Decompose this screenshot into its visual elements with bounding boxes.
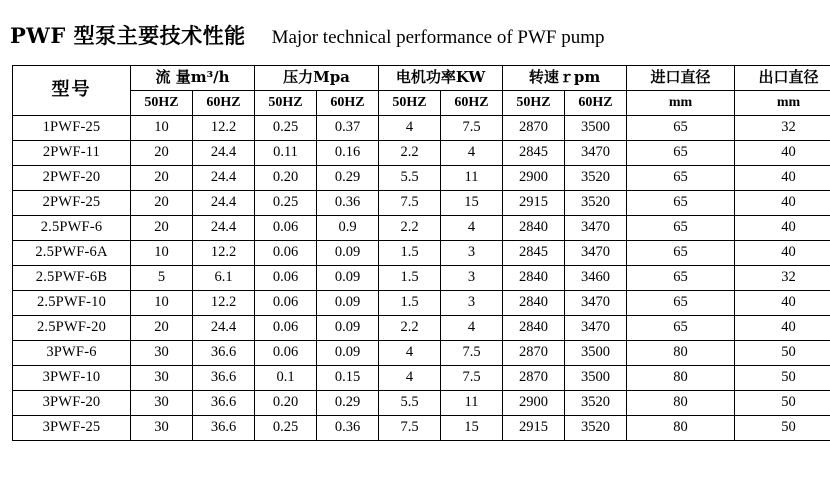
cell-flow-50hz: 20 [131,141,193,166]
table-row [13,316,830,341]
cell-flow-50hz: 20 [131,166,193,191]
cell-speed-50hz: 2845 [503,241,565,266]
cell-inlet-diameter: 65 [627,116,735,141]
cell-speed-50hz: 2840 [503,266,565,291]
cell-power-50hz: 1.5 [379,266,441,291]
spec-table [12,65,830,441]
cell-pressure-60hz: 0.09 [317,341,379,366]
cell-flow-50hz: 30 [131,416,193,441]
cell-flow-50hz: 20 [131,216,193,241]
cell-outlet-diameter: 50 [735,366,830,391]
cell-model: 2PWF-25 [13,191,131,216]
cell-power-50hz: 1.5 [379,291,441,316]
header-group-power: 电机功率KW [379,66,503,91]
cell-flow-60hz: 12.2 [193,116,255,141]
cell-model: 1PWF-25 [13,116,131,141]
header-model: 型号 [13,66,131,116]
cell-flow-60hz: 24.4 [193,316,255,341]
cell-speed-60hz: 3520 [565,416,627,441]
cell-model: 2PWF-11 [13,141,131,166]
cell-model: 2PWF-20 [13,166,131,191]
cell-flow-60hz: 36.6 [193,416,255,441]
cell-model: 3PWF-10 [13,366,131,391]
cell-pressure-60hz: 0.09 [317,291,379,316]
header-speed-60hz: 60HZ [565,91,627,116]
cell-pressure-50hz: 0.06 [255,266,317,291]
cell-pressure-50hz: 0.06 [255,291,317,316]
table-row [13,216,830,241]
cell-power-60hz: 15 [441,191,503,216]
cell-pressure-50hz: 0.20 [255,391,317,416]
cell-outlet-diameter: 40 [735,216,830,241]
header-row-groups [13,66,830,91]
cell-pressure-60hz: 0.29 [317,391,379,416]
cell-flow-60hz: 24.4 [193,141,255,166]
cell-flow-60hz: 36.6 [193,341,255,366]
cell-power-50hz: 2.2 [379,216,441,241]
cell-model: 2.5PWF-6B [13,266,131,291]
cell-inlet-diameter: 80 [627,341,735,366]
cell-power-60hz: 11 [441,166,503,191]
cell-pressure-60hz: 0.36 [317,416,379,441]
cell-power-60hz: 3 [441,291,503,316]
cell-speed-60hz: 3500 [565,116,627,141]
cell-model: 2.5PWF-6A [13,241,131,266]
cell-flow-50hz: 30 [131,391,193,416]
cell-outlet-diameter: 50 [735,341,830,366]
cell-power-50hz: 2.2 [379,141,441,166]
cell-pressure-60hz: 0.29 [317,166,379,191]
cell-flow-50hz: 30 [131,341,193,366]
cell-outlet-diameter: 50 [735,416,830,441]
cell-power-50hz: 5.5 [379,166,441,191]
cell-power-60hz: 7.5 [441,366,503,391]
cell-flow-60hz: 24.4 [193,191,255,216]
header-speed-50hz: 50HZ [503,91,565,116]
header-flow-50hz: 50HZ [131,91,193,116]
cell-pressure-50hz: 0.06 [255,216,317,241]
header-group-flow: 流 量m³/h [131,66,255,91]
document-title [0,20,830,50]
cell-power-60hz: 4 [441,316,503,341]
cell-speed-50hz: 2845 [503,141,565,166]
header-inlet-label: 进口直径 [627,66,735,91]
cell-model: 3PWF-20 [13,391,131,416]
cell-outlet-diameter: 32 [735,116,830,141]
table-row [13,166,830,191]
cell-speed-60hz: 3470 [565,241,627,266]
cell-outlet-diameter: 40 [735,291,830,316]
cell-power-50hz: 4 [379,116,441,141]
cell-speed-60hz: 3470 [565,316,627,341]
cell-pressure-50hz: 0.25 [255,116,317,141]
cell-inlet-diameter: 65 [627,241,735,266]
cell-model: 3PWF-25 [13,416,131,441]
cell-flow-60hz: 12.2 [193,241,255,266]
cell-flow-50hz: 10 [131,116,193,141]
cell-pressure-60hz: 0.36 [317,191,379,216]
cell-flow-60hz: 12.2 [193,291,255,316]
cell-power-50hz: 4 [379,341,441,366]
cell-speed-50hz: 2870 [503,366,565,391]
title-chinese: PWF 型泵主要技术性能 [10,23,246,48]
cell-speed-60hz: 3470 [565,216,627,241]
cell-power-60hz: 4 [441,216,503,241]
table-row [13,366,830,391]
header-flow-unit: m³/h [190,67,230,86]
header-pressure-50hz: 50HZ [255,91,317,116]
cell-flow-60hz: 36.6 [193,366,255,391]
cell-speed-60hz: 3500 [565,341,627,366]
cell-speed-60hz: 3520 [565,166,627,191]
cell-outlet-diameter: 40 [735,241,830,266]
cell-inlet-diameter: 65 [627,191,735,216]
cell-flow-50hz: 10 [131,291,193,316]
cell-flow-50hz: 20 [131,316,193,341]
cell-speed-50hz: 2915 [503,191,565,216]
cell-pressure-50hz: 0.20 [255,166,317,191]
cell-flow-60hz: 24.4 [193,166,255,191]
cell-power-60hz: 11 [441,391,503,416]
cell-pressure-60hz: 0.16 [317,141,379,166]
cell-power-50hz: 4 [379,366,441,391]
cell-inlet-diameter: 65 [627,316,735,341]
cell-flow-60hz: 24.4 [193,216,255,241]
cell-pressure-50hz: 0.06 [255,316,317,341]
cell-pressure-60hz: 0.37 [317,116,379,141]
table-row [13,141,830,166]
header-inlet-unit: mm [627,91,735,116]
table-body [13,116,830,441]
header-pressure-60hz: 60HZ [317,91,379,116]
cell-pressure-50hz: 0.06 [255,241,317,266]
cell-speed-50hz: 2915 [503,416,565,441]
cell-power-50hz: 5.5 [379,391,441,416]
cell-speed-50hz: 2840 [503,291,565,316]
cell-power-60hz: 7.5 [441,116,503,141]
cell-pressure-50hz: 0.25 [255,416,317,441]
table-row [13,341,830,366]
cell-pressure-60hz: 0.09 [317,316,379,341]
cell-pressure-50hz: 0.1 [255,366,317,391]
cell-inlet-diameter: 65 [627,216,735,241]
cell-speed-50hz: 2840 [503,316,565,341]
cell-pressure-50hz: 0.25 [255,191,317,216]
table-row [13,416,830,441]
cell-inlet-diameter: 80 [627,391,735,416]
cell-pressure-60hz: 0.09 [317,241,379,266]
cell-outlet-diameter: 40 [735,166,830,191]
cell-speed-60hz: 3460 [565,266,627,291]
cell-speed-50hz: 2900 [503,391,565,416]
cell-power-60hz: 3 [441,241,503,266]
cell-speed-60hz: 3520 [565,191,627,216]
spec-table-container [12,65,818,441]
cell-speed-50hz: 2870 [503,341,565,366]
cell-power-60hz: 15 [441,416,503,441]
cell-pressure-50hz: 0.11 [255,141,317,166]
cell-outlet-diameter: 40 [735,141,830,166]
cell-inlet-diameter: 65 [627,266,735,291]
cell-speed-60hz: 3470 [565,141,627,166]
cell-outlet-diameter: 32 [735,266,830,291]
cell-speed-60hz: 3500 [565,366,627,391]
cell-outlet-diameter: 50 [735,391,830,416]
cell-speed-50hz: 2870 [503,116,565,141]
table-header [13,66,830,116]
cell-outlet-diameter: 40 [735,316,830,341]
cell-power-50hz: 7.5 [379,416,441,441]
title-english: Major technical performance of PWF pump [271,27,605,48]
cell-power-50hz: 2.2 [379,316,441,341]
table-row [13,266,830,291]
cell-pressure-60hz: 0.09 [317,266,379,291]
cell-inlet-diameter: 65 [627,141,735,166]
header-power-50hz: 50HZ [379,91,441,116]
cell-power-60hz: 7.5 [441,341,503,366]
cell-speed-50hz: 2900 [503,166,565,191]
table-row [13,191,830,216]
table-row [13,291,830,316]
header-outlet-label: 出口直径 [735,66,830,91]
cell-power-50hz: 7.5 [379,191,441,216]
cell-speed-50hz: 2840 [503,216,565,241]
cell-pressure-50hz: 0.06 [255,341,317,366]
cell-flow-50hz: 5 [131,266,193,291]
header-power-60hz: 60HZ [441,91,503,116]
cell-speed-60hz: 3470 [565,291,627,316]
cell-speed-60hz: 3520 [565,391,627,416]
cell-pressure-60hz: 0.15 [317,366,379,391]
cell-power-60hz: 4 [441,141,503,166]
cell-inlet-diameter: 65 [627,291,735,316]
cell-outlet-diameter: 40 [735,191,830,216]
header-group-speed: 转速ｒpm [503,66,627,91]
cell-power-50hz: 1.5 [379,241,441,266]
table-row [13,116,830,141]
cell-model: 2.5PWF-10 [13,291,131,316]
cell-model: 2.5PWF-20 [13,316,131,341]
header-outlet-unit: mm [735,91,830,116]
header-group-pressure: 压力Mpa [255,66,379,91]
header-flow-60hz: 60HZ [193,91,255,116]
cell-flow-50hz: 30 [131,366,193,391]
header-row-subs [13,91,830,116]
cell-model: 2.5PWF-6 [13,216,131,241]
cell-flow-50hz: 10 [131,241,193,266]
cell-inlet-diameter: 65 [627,166,735,191]
table-row [13,391,830,416]
cell-model: 3PWF-6 [13,341,131,366]
cell-power-60hz: 3 [441,266,503,291]
cell-inlet-diameter: 80 [627,366,735,391]
cell-flow-60hz: 36.6 [193,391,255,416]
cell-pressure-60hz: 0.9 [317,216,379,241]
cell-inlet-diameter: 80 [627,416,735,441]
table-row [13,241,830,266]
cell-flow-50hz: 20 [131,191,193,216]
cell-flow-60hz: 6.1 [193,266,255,291]
